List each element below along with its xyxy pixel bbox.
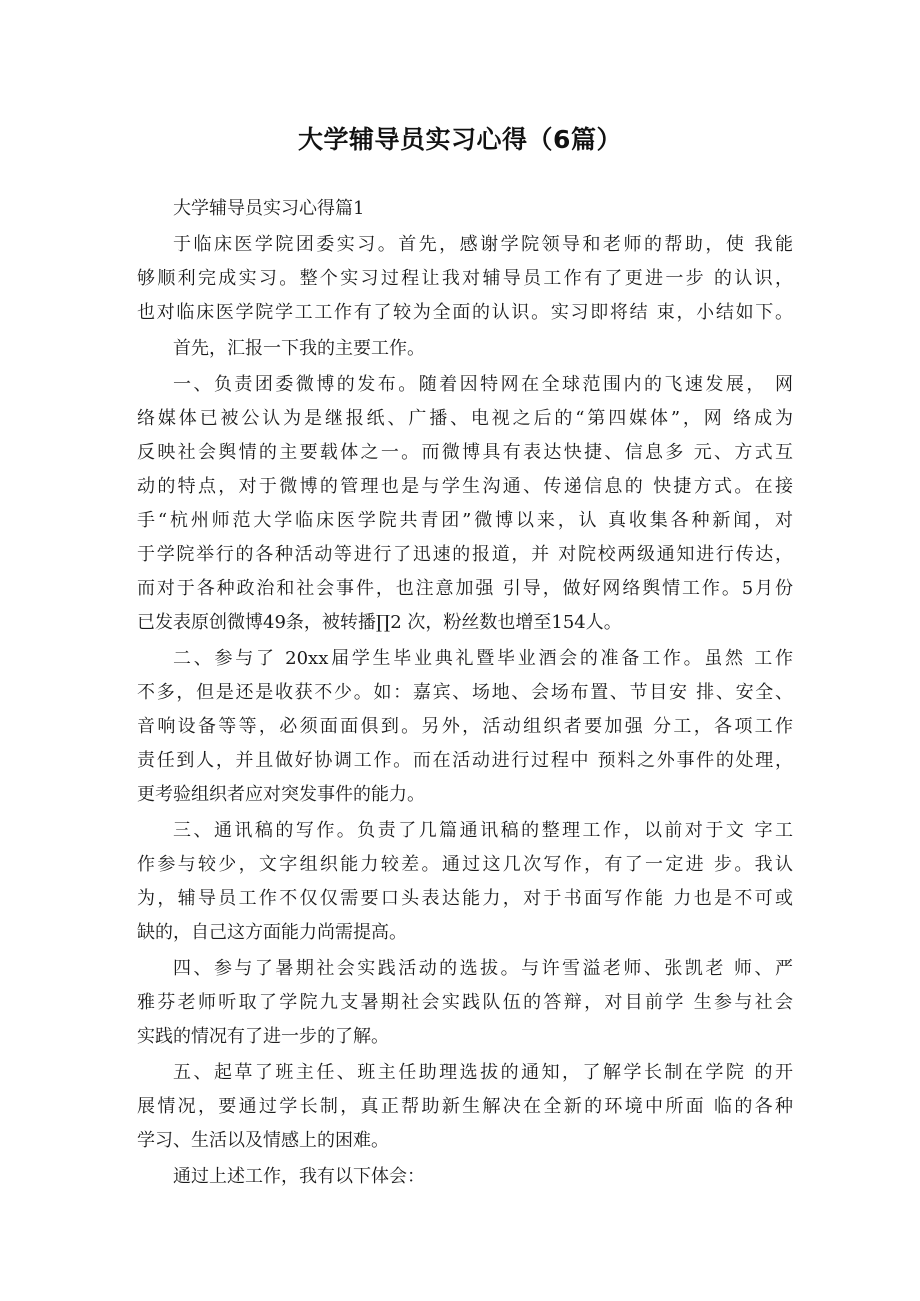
text-line: 四、参与了暑期社会实践活动的选拔。与许雪溢老师、张凯老 师、严 [173,958,793,979]
paragraph [137,1056,793,1158]
document-title: 大学辅导员实习心得（6篇） [298,125,622,154]
paragraph [137,332,793,366]
text-line: 实践的情况有了进一步的了解。 [137,1026,389,1047]
paragraph [137,952,793,1054]
text-line: 于临床医学院团委实习。首先，感谢学院领导和老师的帮助，使 我能 [173,234,793,255]
paragraph [137,228,793,330]
text-line: 大学辅导员实习心得篇1 [173,198,365,219]
text-line: 雅芬老师听取了学院九支暑期社会实践队伍的答辩，对目前学 生参与社会 [137,992,793,1013]
text-line: 作参与较少，文字组织能力较差。通过这几次写作，有了一定进 步。我认 [137,854,793,875]
document-body [137,192,793,1194]
paragraph [137,814,793,950]
text-line: 三、通讯稿的写作。负责了几篇通讯稿的整理工作，以前对于文 字工 [173,820,793,841]
text-line: 已发表原创微博49条，被转播∏2 次，粉丝数也增至154人。 [137,612,622,633]
paragraph [137,1160,793,1194]
text-line: 而对于各种政治和社会事件，也注意加强 引导，做好网络舆情工作。5月份 [137,578,793,599]
text-line: 于学院举行的各种活动等进行了迅速的报道，并 对院校两级通知进行传达， [137,544,793,565]
text-line: 更考验组织者应对突发事件的能力。 [137,784,425,805]
text-line: 缺的，自己这方面能力尚需提高。 [137,922,407,943]
text-line: 络媒体已被公认为是继报纸、广播、电视之后的“第四媒体”，网 络成为 [137,408,793,429]
text-line: 责任到人，并且做好协调工作。而在活动进行过程中 预料之外事件的处理， [137,750,793,771]
text-line: 通过上述工作，我有以下体会： [173,1166,425,1187]
text-line: 一、负责团委微博的发布。随着因特网在全球范围内的飞速发展， 网 [173,374,793,395]
text-line: 够顺利完成实习。整个实习过程让我对辅导员工作有了更进一步 的认识， [137,268,793,289]
text-line: 动的特点，对于微博的管理也是与学生沟通、传递信息的 快捷方式。在接 [137,476,793,497]
text-line: 反映社会舆情的主要载体之一。而微博具有表达快捷、信息多 元、方式互 [137,442,793,463]
paragraph [137,368,793,640]
text-line: 展情况，要通过学长制，真正帮助新生解决在全新的环境中所面 临的各种 [137,1096,793,1117]
text-line: 首先，汇报一下我的主要工作。 [173,338,425,359]
text-line: 为，辅导员工作不仅仅需要口头表达能力，对于书面写作能 力也是不可或 [137,888,793,909]
text-line: 手“杭州师范大学临床医学院共青团”微博以来，认 真收集各种新闻，对 [137,510,793,531]
text-line: 不多，但是还是收获不少。如：嘉宾、场地、会场布置、节目安 排、安全、 [137,682,793,703]
text-line: 也对临床医学院学工工作有了较为全面的认识。实习即将结 束，小结如下。 [137,302,793,323]
text-line: 五、起草了班主任、班主任助理选拔的通知，了解学长制在学院 的开 [173,1062,793,1083]
text-line: 二、参与了 20xx届学生毕业典礼暨毕业酒会的准备工作。虽然 工作 [173,648,793,669]
paragraph-heading [137,192,793,226]
paragraph [137,642,793,812]
text-line: 学习、生活以及情感上的困难。 [137,1130,389,1151]
text-line: 音响设备等等，必须面面俱到。另外，活动组织者要加强 分工，各项工作 [137,716,793,737]
